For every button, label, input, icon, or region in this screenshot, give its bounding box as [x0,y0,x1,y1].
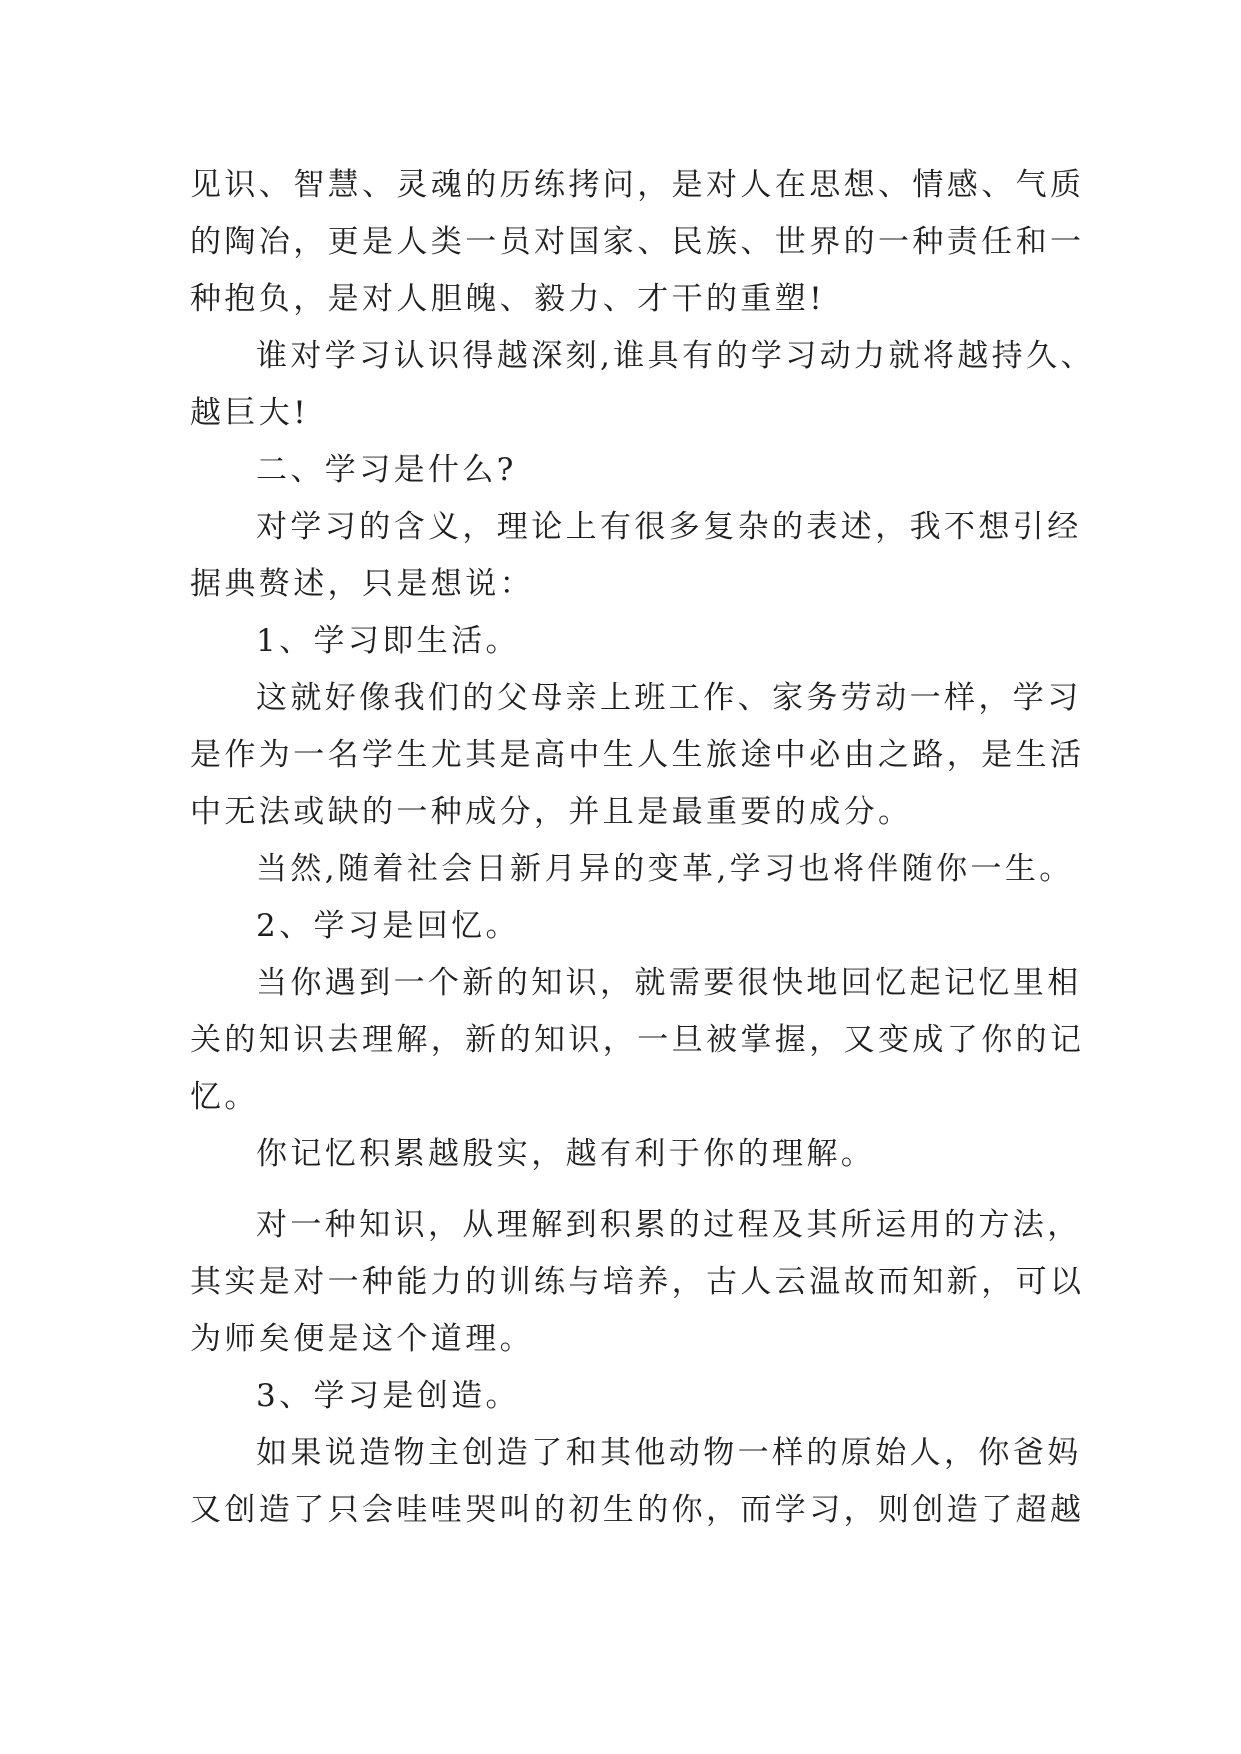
text-line: 又创造了只会哇哇哭叫的初生的你，而学习，则创造了超越 [190,1492,1085,1528]
text-line: 见识、智慧、灵魂的历练拷问，是对人在思想、情感、气质 [190,167,1085,203]
subsection-heading: 1、学习即生活。 [256,623,520,659]
text-line: 当然,随着社会日新月异的变革,学习也将伴随你一生。 [256,851,1074,887]
text-line: 当你遇到一个新的知识，就需要很快地回忆起记忆里相 [256,965,1082,1001]
text-line: 对一种知识，从理解到积累的过程及其所运用的方法， [256,1207,1082,1243]
text-line: 谁对学习认识得越深刻,谁具有的学习动力就将越持久、 [256,338,1095,374]
text-line: 你记忆积累越殷实，越有利于你的理解。 [256,1136,876,1172]
text-line: 其实是对一种能力的训练与培养，古人云温故而知新，可以 [190,1264,1085,1300]
subsection-heading: 3、学习是创造。 [256,1378,520,1414]
text-line: 为师矣便是这个道理。 [190,1321,534,1357]
text-line: 对学习的含义，理论上有很多复杂的表述，我不想引经 [256,509,1082,545]
text-line: 关的知识去理解，新的知识，一旦被掌握，又变成了你的记 [190,1022,1085,1058]
text-line: 这就好像我们的父母亲上班工作、家务劳动一样，学习 [256,680,1082,716]
subsection-heading: 2、学习是回忆。 [256,908,520,944]
text-line: 忆。 [190,1079,259,1115]
text-line: 据典赘述，只是想说： [190,566,534,602]
text-line: 中无法或缺的一种成分，并且是最重要的成分。 [190,794,913,830]
text-line: 种抱负，是对人胆魄、毅力、才干的重塑! [190,281,826,317]
text-line: 是作为一名学生尤其是高中生人生旅途中必由之路，是生活 [190,737,1085,773]
text-line: 的陶冶，更是人类一员对国家、民族、世界的一种责任和一 [190,224,1085,260]
text-line: 如果说造物主创造了和其他动物一样的原始人，你爸妈 [256,1435,1082,1471]
section-heading: 二、学习是什么? [256,452,517,488]
text-line: 越巨大! [190,395,310,431]
